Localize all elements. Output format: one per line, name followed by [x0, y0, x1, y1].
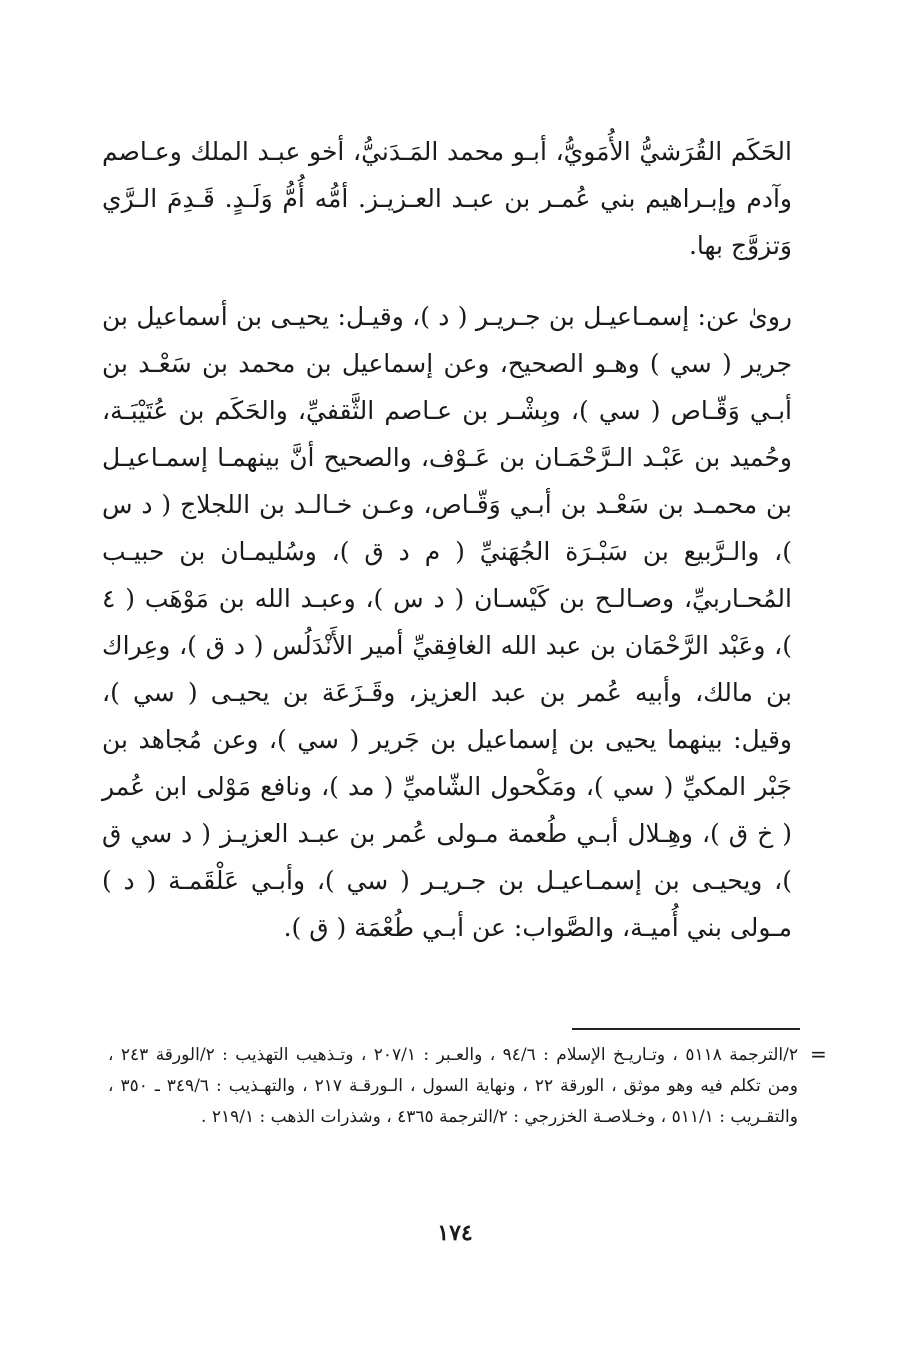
biography-paragraph-intro: الحَكَم القُرَشيُّ الأُمَويُّ، أبـو محمد المَـدَنيُّ، أخو عبـد الملك وعـاصم وآدم وإبـراهيم بني عُمـر بن عبـد العـزيـز. أمُّه أُمُّ وَلَـدٍ. قَـدِمَ الـرَّي وَتزوَّج بها.	[102, 137, 793, 260]
page-number: ١٧٤	[437, 1220, 473, 1246]
biography-paragraph-narrated-from: روىٰ عن: إسمـاعيـل بن جـريـر ( د )، وقيـل: يحيـى بن أسماعيل بن جرير ( سي ) وهـو الصحيح، وعن إسماعيل بن محمد بن سَعْـد بن أبـي وَقّـاص ( سي )، وبِشْـر بن عـاصم الثَّقفيِّ، والحَكَم بن عُتَيْبَـة، وحُميد بن عَبْـد الـرَّحْمَـان بن عَـوْف، والصحيح أنَّ بينهمـا إسمـاعيـل بن محمـد بن سَعْـد بن أبـي وَقّـاص، وعـن خـالـد بن اللجلاج ( د س )، والـرَّبيع بن سَبْـرَة الجُهَنيِّ ( م د ق )، وسُليمـان بن حبيـب المُحـاربيِّ، وصـالـح بن كَيْسـان ( د س )، وعبـد الله بن مَوْهَب ( ٤ )، وعَبْد الرَّحْمَان بن عبد الله الغافِقيِّ أمير الأَنْدَلُس ( د ق )، وعِراك بن مالك، وأبيه عُمر بن عبد العزيز، وقَـزَعَة بن يحيـى ( سي )، وقيل: بينهما يحيى بن إسماعيل بن جَرير ( سي )، وعن مُجاهد بن جَبْر المكيِّ ( سي )، ومَكْحول الشّاميِّ ( مد )، ونافع مَوْلى ابن عُمر ( خ ق )، وهِـلال أبـي طُعمة مـولى عُمر بن عبـد العزيـز ( د سي ق )، ويحيـى بن إسمـاعيـل بن جـريـر ( سي )، وأبـي عَلْقَمـة ( د ) مـولى بني أُميـة، والصَّواب: عن أبـي طُعْمَة ( ق ).	[102, 302, 792, 942]
footnote-text: ٢/الترجمة ٥١١٨ ، وتـاريـخ الإسلام : ٩٤/٦ ، والعـبر : ٢٠٧/١ ، وتـذهيب التهذيب : ٢/الورقة ٢٤٣ ، ومن تكلم فيه وهو موثق ، الورقة ٢٢ ، ونهاية السول ، الـورقـة ٢١٧ ، والتهـذيب : ٣٤٩/٦ ـ ٣٥٠ ، والتقـريب : ٥١١/١ ، وخـلاصـة الخزرجي : ٢/الترجمة ٤٣٦٥ ، وشذرات الذهب : ٢١٩/١ .	[108, 1045, 798, 1127]
footnote-divider	[572, 1028, 800, 1030]
footnote-continuation-marker: =	[810, 1042, 827, 1066]
